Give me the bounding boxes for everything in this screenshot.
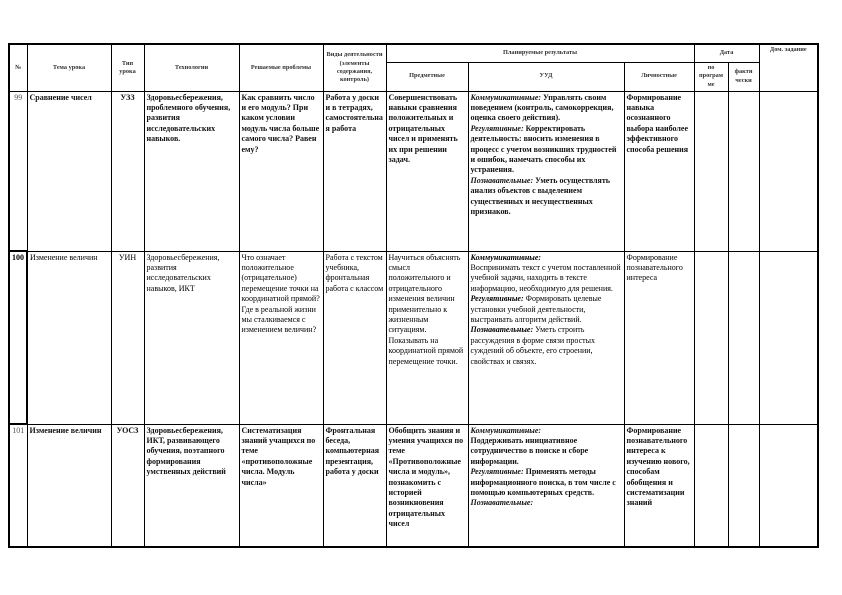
row-technologies: Здоровьесбережения, развития исследовательских навыков, ИКТ	[144, 251, 239, 424]
row-date-planned	[694, 424, 728, 547]
uud-header: УУД	[468, 62, 624, 91]
col-topic-header: Тема урока	[27, 44, 111, 91]
uud-reg-label: Регулятивные:	[470, 294, 524, 304]
row-lesson-type: УИН	[111, 251, 144, 424]
col-num-header: №	[9, 44, 27, 91]
row-personal-results: Формирование познавательного интереса	[624, 251, 694, 424]
uud-comm-label: Коммуникативные:	[470, 252, 542, 262]
row-personal-results: Формирование навыка осознанного выбора наиболее эффективного способа решения	[624, 91, 694, 251]
row-date-actual	[728, 424, 759, 547]
row-subject-results: Научиться объяснять смысл положительного и отрицательного изменения величин применительно к жизненным ситуациям. Показывать на координатной прямой перемещение точки.	[386, 251, 468, 424]
personal-header: Личностные	[624, 62, 694, 91]
row-uud	[468, 91, 624, 251]
row-activities: Фронтальная беседа, компьютерная презентация, работа у доски	[323, 424, 386, 547]
uud-cog-label: Познавательные:	[470, 175, 534, 185]
row-topic: Сравнение чисел	[27, 91, 111, 251]
row-problems: Что означает положительное (отрицательное) перемещение точки на координатной прямой? Где в реальной жизни мы сталкиваемся с изменением величин?	[239, 251, 323, 424]
header-row-1	[9, 44, 818, 62]
uud-comm-text: Поддерживать инициативное сотрудничество в поиске и сборе информации.	[470, 435, 589, 466]
row-homework	[759, 424, 818, 547]
row-num: 99	[9, 91, 27, 251]
row-uud	[468, 424, 624, 547]
uud-comm-text: Воспринимать текст с учетом поставленной учебной задачи, находить в тексте информацию, необходимую для решения.	[470, 262, 621, 293]
uud-reg-label: Регулятивные:	[470, 123, 524, 133]
uud-reg-text: Применять методы информационного поиска, в том числе с помощью компьютерных средств.	[470, 467, 616, 497]
row-homework	[759, 251, 818, 424]
row-activities: Работа с текстом учебника, фронтальная работа с классом	[323, 251, 386, 424]
uud-comm-label: Коммуникативные:	[470, 425, 542, 435]
row-lesson-type: УЗЗ	[111, 91, 144, 251]
subject-header: Предметные	[386, 62, 468, 91]
row-activities: Работа у доски и в тетрадях, самостоятельная работа	[323, 91, 386, 251]
row-homework	[759, 91, 818, 251]
row-num: 101	[9, 424, 27, 547]
row-num: 100	[9, 251, 27, 424]
uud-cog-label: Познавательные:	[470, 325, 534, 335]
uud-cog-label: Познавательные:	[470, 498, 534, 508]
uud-comm-text: Управлять своим поведением (контроль, самокоррекция, оценка своего действия).	[470, 92, 614, 123]
uud-reg-label: Регулятивные:	[470, 467, 524, 477]
uud-comm-label: Коммуникативные:	[470, 92, 542, 102]
col-activities-header: Виды деятельности (элементы содержания, контроль)	[323, 44, 386, 91]
row-date-planned	[694, 91, 728, 251]
row-date-actual	[728, 91, 759, 251]
row-topic: Изменение величин	[27, 251, 111, 424]
homework-header: Дом. задание	[759, 44, 818, 91]
row-personal-results: Формирование познавательного интереса к изучению нового, способам обобщения и систематизации знаний	[624, 424, 694, 547]
uud-cog-text: Уметь строить рассуждения в форме связи простых суждений об объекте, его строении, свойствах и связях.	[470, 325, 596, 366]
row-date-actual	[728, 251, 759, 424]
col-problems-header: Решаемые проблемы	[239, 44, 323, 91]
date-header: Дата	[694, 44, 759, 62]
col-type-header: Тип урока	[111, 44, 144, 91]
table-row	[9, 424, 818, 547]
uud-reg-text: Корректировать деятельность: вносить изменения в процесс с учетом возникших трудностей и ошибок, намечать способы их устранения.	[470, 123, 617, 175]
uud-reg-text: Формировать целевые установки учебной деятельности, выстраивать алгоритм действий.	[470, 294, 602, 324]
date-actual-header: факти чески	[728, 62, 759, 91]
row-subject-results: Обобщить знания и умения учащихся по теме «Противоположные числа и модуль», познакомить с историей возникновения отрицательных чисел	[386, 424, 468, 547]
row-lesson-type: УОСЗ	[111, 424, 144, 547]
table-row	[9, 251, 818, 424]
row-problems: Систематизация знаний учащихся по теме «противоположные числа. Модуль числа»	[239, 424, 323, 547]
row-uud	[468, 251, 624, 424]
col-tech-header: Технологии	[144, 44, 239, 91]
lesson-plan-table	[8, 43, 819, 548]
row-problems: Как сравнить число и его модуль? При каком условии модуль числа больше самого числа? Равен ему?	[239, 91, 323, 251]
row-topic: Изменение величин	[27, 424, 111, 547]
row-technologies: Здоровьесбережения, ИКТ, развивающего обучения, поэтапного формирования умственных действий	[144, 424, 239, 547]
planned-results-header: Планируемые результаты	[386, 44, 694, 62]
date-planned-header: по програм ме	[694, 62, 728, 91]
table-row	[9, 91, 818, 251]
uud-cog-text: Уметь осуществлять анализ объектов с выделением существенных и несущественных признаков.	[470, 175, 611, 216]
row-date-planned	[694, 251, 728, 424]
row-technologies: Здоровьесбережения, проблемного обучения, развития исследовательских навыков.	[144, 91, 239, 251]
row-subject-results: Совершенствовать навыки сравнения положительных и отрицательных чисел и применять их при решении задач.	[386, 91, 468, 251]
